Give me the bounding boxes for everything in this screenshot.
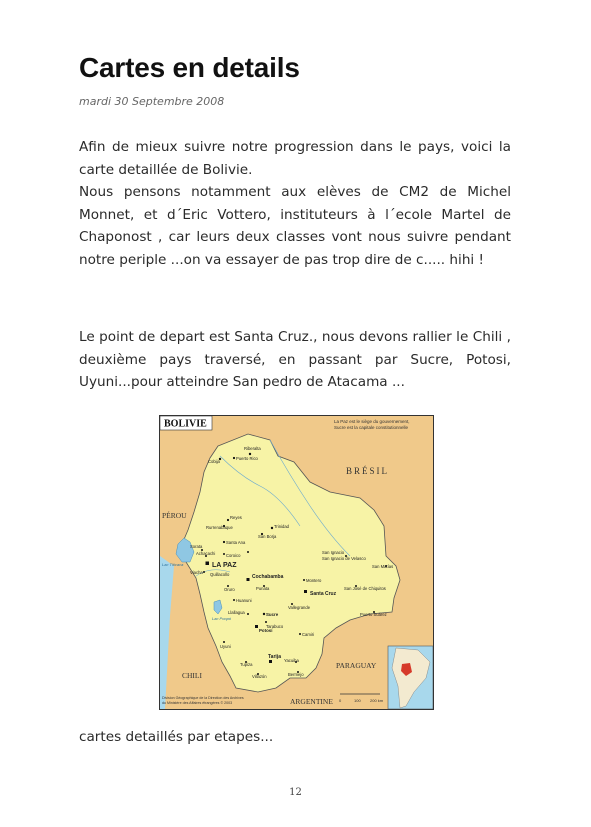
text-line: Nous pensons notamment aux elèves de CM2 de Michel [79,184,511,200]
city-dot [299,633,301,635]
city-tarija [269,660,272,663]
city-dot [203,571,205,573]
lake-label: Lac Poopó [212,616,232,621]
city-label-la-paz: LA PAZ [212,562,237,569]
city-santa-cruz [304,590,307,593]
scale-label: 100 [354,698,361,703]
city-label: Puerto Suárez [360,612,387,617]
text-line: Le point de depart est Santa Cruz., nous devons rallier le Chili , [79,329,511,345]
city-label-cochabamba: Cochabamba [252,574,284,580]
text-line: deuxième pays traversé, en passant par Sucre, Potosi, [79,351,511,368]
city-label: Vallegrande [288,605,311,610]
city-label: Tarabuco [266,624,284,629]
country-label-paraguay: PARAGUAY [336,661,377,670]
city-dot [247,613,249,615]
city-dot [271,527,273,529]
city-label: San José de Chiquitos [344,586,386,591]
city-label: Trinidad [274,524,289,529]
city-dot [303,579,305,581]
city-label: Camiri [302,632,315,637]
map-legend-line2: Sucre est la capitale constitutionnelle [334,425,409,430]
city-label: Villazón [252,674,267,679]
city-label: Achacachi [196,551,216,556]
city-dot [227,519,229,521]
capital-la-paz [206,562,210,566]
text-line: notre periple ...on va essayer de pas trop dire de c..... hihi ! [79,251,484,268]
country-label-perou: PÉROU [162,511,187,520]
city-label: Oruro [224,587,235,592]
city-label: Rurrenabaque [206,525,233,530]
city-dot [263,613,265,615]
post-date: mardi 30 Septembre 2008 [79,95,225,108]
text-line: carte detaillée de Bolivie. [79,161,253,178]
map-legend-line1: La Paz est le siège du gouvernement, [334,419,410,424]
city-label: Quillacollo [210,572,230,577]
city-dot [233,457,235,459]
country-label-argentine: ARGENTINE [290,697,333,706]
city-label: Llallagua [228,610,245,615]
city-label: Cobija [208,459,220,464]
city-label-santa-cruz: Santa Cruz [310,591,337,597]
city-label: San Borja [258,534,277,539]
text-line: Monnet, et d´Eric Vottero, instituteurs à l´ecole Martel de [79,206,511,223]
city-label: Tupiza [240,662,253,667]
city-label: San Ignacio [322,550,345,555]
city-label: Riberalta [244,446,261,451]
city-potosi [255,625,258,628]
city-dot [223,553,225,555]
city-label: Reyes [230,515,242,520]
city-label: Punata [256,586,270,591]
city-dot [265,621,267,623]
country-label-chili: CHILI [182,671,202,680]
city-label: Coroico [226,553,241,558]
city-dot [233,599,235,601]
country-label-bresil: BRÉSIL [346,466,390,476]
page-number: 12 [289,787,302,798]
city-dot [247,551,249,553]
bolivia-map [159,415,434,710]
city-label: Sorata [190,544,203,549]
city-label: Tarija [268,654,281,660]
map-source-line2: du Ministère des Affaires étrangères © 2003 [162,701,233,705]
city-label: Uyuni [220,644,231,649]
map-source-line1: Division Géographique de la Direction des Archives [162,696,244,700]
city-label: Puerto Rico [236,456,258,461]
scale-label: 200 km [370,698,384,703]
city-label: Viacha [190,570,203,575]
page-title: Cartes en details [79,52,300,83]
map-caption: cartes detaillés par etapes... [79,729,274,745]
map-svg [160,416,433,709]
city-dot [223,641,225,643]
route-paragraph [79,326,511,394]
city-label: Montero [306,578,322,583]
city-label: Sucre [266,612,279,617]
intro-paragraph [79,136,511,271]
text-line: Afin de mieux suivre notre progression dans le pays, voici la [79,139,511,155]
city-dot [249,453,251,455]
text-line: Uyuni...pour atteindre San pedro de Atacama ... [79,374,405,390]
map-title: BOLIVIE [164,418,207,430]
city-label: Bermejo [288,672,304,677]
city-label: San Matías [372,564,394,569]
city-label: San Ignacio de Velasco [322,556,366,561]
city-label: Potosí [259,628,273,633]
city-label: Yacuiba [284,658,299,663]
text-line: Chaponost , car leurs deux classes vont nous suivre pendant [79,229,511,245]
city-cochabamba [247,578,250,581]
city-label: Huanuni [236,598,252,603]
lake-label: Lac Titicaca [162,562,184,567]
city-label: Santa Ana [226,540,246,545]
scale-label: 0 [339,698,342,703]
city-dot [223,541,225,543]
